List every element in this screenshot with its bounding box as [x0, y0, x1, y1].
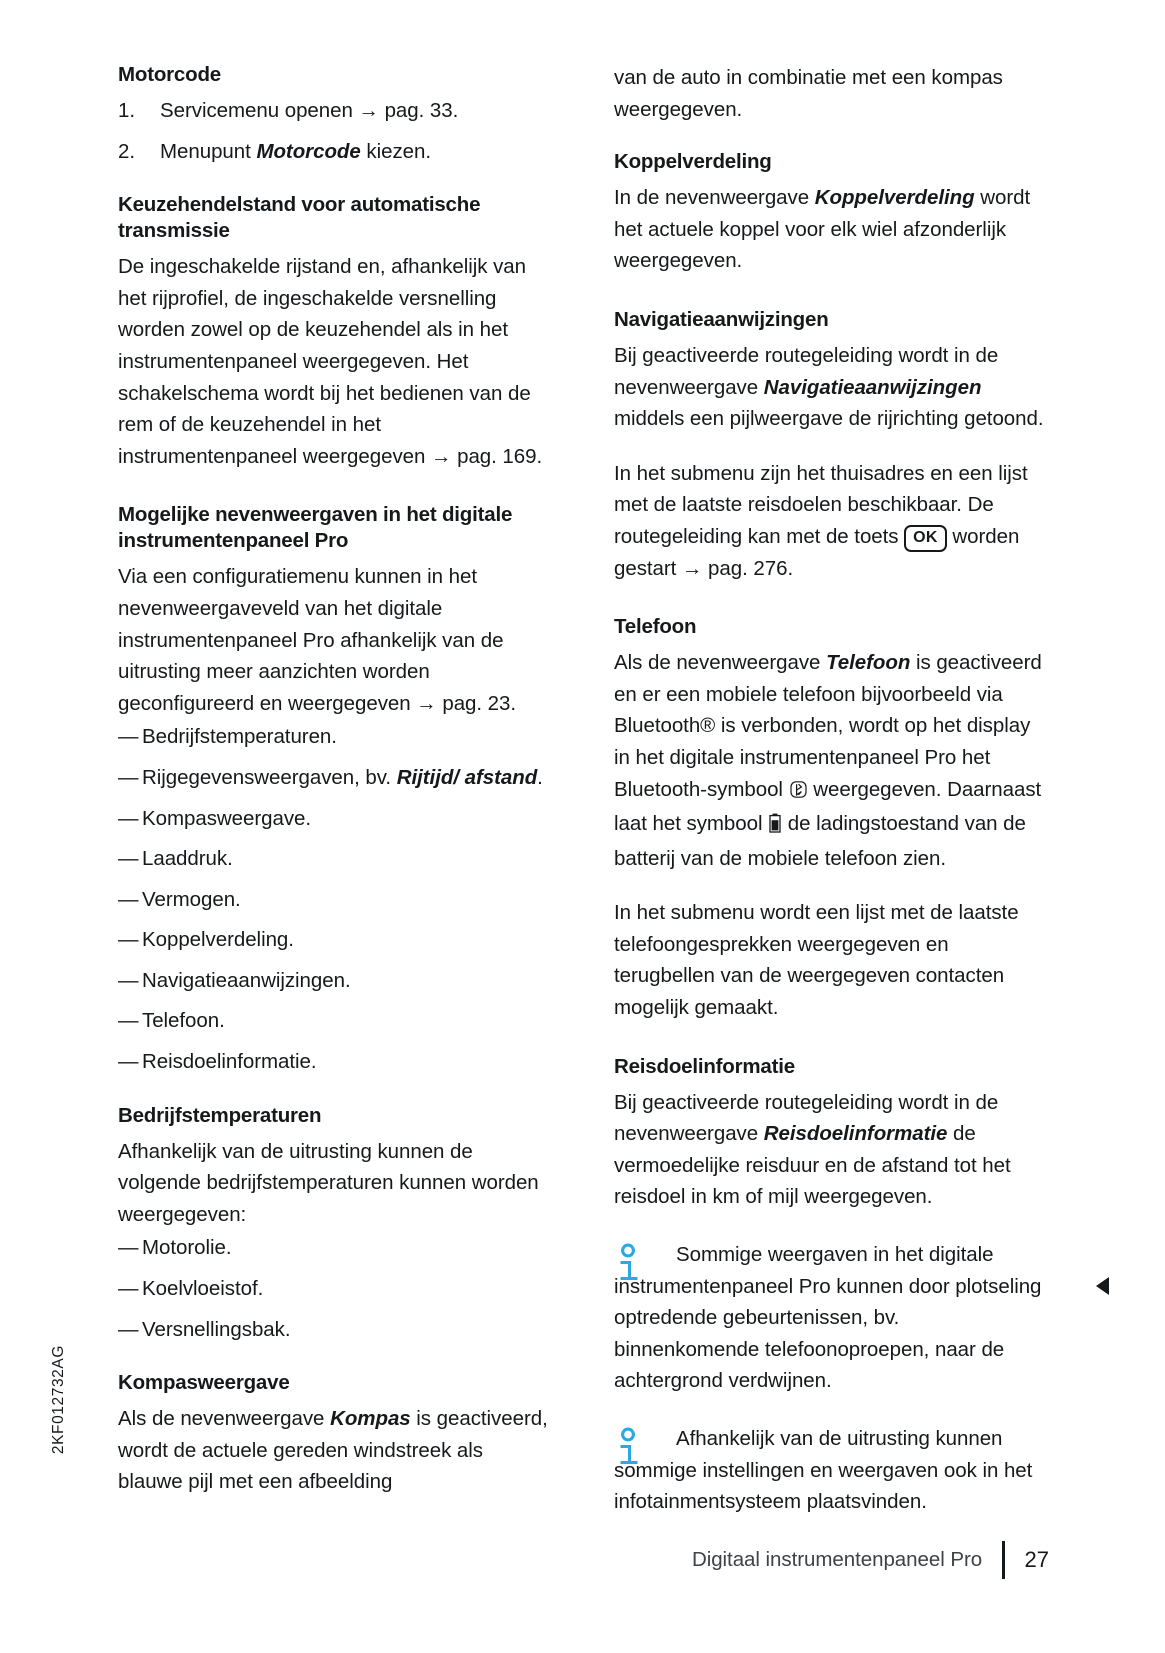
list-item: [118, 721, 552, 753]
list-item: [118, 1314, 552, 1346]
spacer: [614, 277, 1048, 307]
document-code: 2KF012732AG: [50, 1345, 67, 1455]
paragraph-text-after: middels een pijlweergave de rijrichting getoond.: [614, 407, 1044, 431]
paragraph-text-after: wordt het actuele koppel voor elk wiel afzonderlijk weergegeven.: [614, 186, 1031, 273]
note-body: Sommige weergaven in het digitale instrumentenpaneel Pro kunnen door plotseling optredende gebeurtenissen, bv. binnenkomende telefoonoproepen, naar de achtergrond verdwijnen.: [614, 1243, 1042, 1393]
list-item-label: Kompasweergave.: [142, 806, 312, 830]
heading-bedrijfstemperaturen: Bedrijfstemperaturen: [118, 1103, 322, 1127]
dash-bullet: —: [118, 847, 139, 871]
spacer: [614, 584, 1048, 614]
list-item-label: Vermogen.: [142, 887, 241, 911]
paragraph-text-before: In het submenu zijn het thuisadres en een lijst met de laatste reisdoelen beschikbaar. De routegeleiding kan met de toets: [614, 461, 1028, 548]
dash-bullet: —: [118, 765, 139, 789]
paragraph-text-after: de vermoedelijke reisduur en de afstand tot het reisdoel in km of mijl weergegeven.: [614, 1122, 1011, 1209]
info-icon: [616, 1426, 646, 1470]
dash-bullet: —: [118, 1277, 139, 1301]
heading-nevenweergaven: Mogelijke nevenweergaven in het digitale instrumentenpaneel Pro: [118, 503, 513, 553]
list-item-label: Navigatieaanwijzingen.: [142, 968, 351, 992]
right-column: [614, 62, 1048, 1518]
paragraph-navigatie-1: [614, 340, 1048, 435]
dash-bullet: —: [118, 1009, 139, 1033]
list-item: [118, 95, 552, 127]
heading-reisdoelinformatie: Reisdoelinformatie: [614, 1054, 795, 1078]
spacer: [118, 472, 552, 502]
emphasis-telefoon: Telefoon: [826, 651, 911, 675]
dash-bullet: —: [118, 928, 139, 952]
two-column-body: [118, 62, 1048, 1518]
list-item-label: Reisdoelinformatie.: [142, 1050, 317, 1074]
list-item: [118, 965, 552, 997]
paragraph-reisdoelinformatie: [614, 1087, 1048, 1213]
paragraph-navigatie-2: [614, 458, 1048, 584]
section-end-marker: [1096, 1277, 1109, 1295]
paragraph-text-before: In de nevenweergave: [614, 186, 815, 210]
dash-bullet: —: [118, 725, 139, 749]
list-item-label: Telefoon.: [142, 1009, 225, 1033]
step-text: [160, 136, 431, 168]
step-text: Servicemenu openen → pag. 33.: [160, 99, 459, 122]
battery-icon: [769, 811, 781, 843]
list-item: [118, 1005, 552, 1037]
spacer: [614, 125, 1048, 149]
list-item: [118, 803, 552, 835]
heading-navigatieaanwijzingen: Navigatieaanwijzingen: [614, 307, 829, 331]
dash-bullet: —: [118, 806, 139, 830]
paragraph-telefoon-1: [614, 647, 1048, 874]
list-item-label: Koelvloeistof.: [142, 1277, 264, 1301]
emphasis-kompas: Kompas: [330, 1407, 411, 1431]
spacer: [118, 176, 552, 192]
footer-section-title: Digitaal instrumentenpaneel Pro: [691, 1548, 983, 1571]
info-icon: [616, 1242, 646, 1286]
dash-bullet: —: [118, 1317, 139, 1341]
list-item: [118, 1273, 552, 1305]
note-block: [614, 1423, 1048, 1518]
page-number: 27: [1024, 1547, 1049, 1572]
list-item-label: Koppelverdeling.: [142, 928, 294, 952]
motorcode-step-list: [118, 95, 552, 167]
emphasis-rijtijd-afstand: Rijtijd/ afstand: [396, 765, 538, 789]
heading-koppelverdeling: Koppelverdeling: [614, 150, 772, 174]
dash-bullet: —: [118, 887, 139, 911]
spacer: [614, 1024, 1048, 1054]
left-column: [118, 62, 552, 1518]
list-item: [118, 762, 552, 794]
list-item-label: Bedrijfstemperaturen.: [142, 725, 337, 749]
nevenweergaven-list: [118, 721, 552, 1077]
paragraph-text-mid: is geactiveerd en er een mobiele telefoon bijvoorbeeld via Bluetooth® is verbonden, wordt op het display in het digitale instrumentenpaneel Pro het Bluetooth-symbool: [614, 651, 1042, 801]
step-text-after: kiezen.: [360, 139, 432, 163]
emphasis-koppelverdeling: Koppelverdeling: [814, 186, 975, 210]
list-item: [118, 1232, 552, 1264]
list-item-text-before: Rijgegevensweergaven, bv.: [142, 765, 397, 789]
page-footer: [692, 1541, 1049, 1579]
list-item-label: Motorolie.: [142, 1236, 232, 1260]
step-text-before: Menupunt: [160, 139, 257, 163]
paragraph-text-mid2: weergegeven. Daarnaast laat het symbool: [614, 777, 1042, 836]
heading-kompasweergave: Kompasweergave: [118, 1371, 290, 1395]
spacer: [118, 1087, 552, 1103]
dash-bullet: —: [118, 968, 139, 992]
paragraph-text-before: Bij geactiveerde routegeleiding wordt in de nevenweergave: [614, 1090, 999, 1146]
paragraph-telefoon-2: In het submenu wordt een lijst met de laatste telefoongesprekken weergegeven en terugbellen van de weergegeven contacten mogelijk gemaakt.: [614, 901, 1019, 1020]
list-item: [118, 1046, 552, 1078]
paragraph-kompasweergave: [118, 1403, 552, 1498]
list-item: [118, 924, 552, 956]
list-item-label: [142, 762, 552, 794]
paragraph-text-after: worden gestart → pag. 276.: [614, 524, 1020, 580]
heading-keuzehendelstand: Keuzehendelstand voor automatische transmissie: [118, 193, 481, 243]
spacer: [118, 1354, 552, 1370]
paragraph-text-before: Als de nevenweergave: [614, 651, 827, 675]
list-item-label: Versnellingsbak.: [142, 1317, 291, 1341]
emphasis-reisdoelinformatie: Reisdoelinformatie: [763, 1122, 948, 1146]
list-item: [118, 136, 552, 168]
paragraph-text-before: Als de nevenweergave: [118, 1407, 331, 1431]
paragraph-kompas-continued: van de auto in combinatie met een kompas weergegeven.: [614, 66, 1003, 121]
paragraph-text-before: Bij geactiveerde routegeleiding wordt in de nevenweergave: [614, 343, 999, 399]
bluetooth-icon: [790, 777, 807, 809]
paragraph-text-after: is geactiveerd, wordt de actuele gereden windstreek als blauwe pijl met een afbeelding: [118, 1407, 548, 1494]
paragraph-keuzehendelstand: De ingeschakelde rijstand en, afhankelijk van het rijprofiel, de ingeschakelde versnelling worden zowel op de keuzehendel als in het instrumentenpaneel weergegeven. Het schakelschema wordt bij het bedienen van de rem of de keuzehendel in het instrumentenpaneel weergegeven → pag. 169.: [118, 255, 543, 468]
step-number: 1.: [118, 99, 135, 122]
list-item: [118, 884, 552, 916]
note-text: [614, 1239, 1048, 1397]
heading-telefoon: Telefoon: [614, 615, 697, 639]
note-body: Afhankelijk van de uitrusting kunnen sommige instellingen en weergaven ook in het infotainmentsysteem plaatsvinden.: [614, 1427, 1033, 1514]
heading-motorcode: Motorcode: [118, 63, 221, 86]
paragraph-text-after: de ladingstoestand van de batterij van de mobiele telefoon zien.: [614, 812, 1026, 870]
step-number: 2.: [118, 139, 135, 163]
paragraph-koppelverdeling: [614, 182, 1048, 277]
bedrijfstemperaturen-list: [118, 1232, 552, 1345]
list-item: [118, 843, 552, 875]
dash-bullet: —: [118, 1236, 139, 1260]
dash-bullet: —: [118, 1050, 139, 1074]
paragraph-nevenweergaven: Via een configuratiemenu kunnen in het nevenweergaveveld van het digitale instrumentenpaneel Pro afhankelijk van de uitrusting meer aanzichten worden geconfigureerd en weergegeven → pag. 23.: [118, 565, 517, 715]
list-item-text-after: .: [537, 765, 543, 789]
ok-key-glyph: OK: [904, 525, 947, 552]
emphasis-motorcode: Motorcode: [256, 139, 361, 163]
paragraph-bedrijfstemperaturen: Afhankelijk van de uitrusting kunnen de volgende bedrijfstemperaturen kunnen worden weergegeven:: [118, 1139, 539, 1226]
emphasis-navigatieaanwijzingen: Navigatieaanwijzingen: [763, 375, 982, 399]
list-item-label: Laaddruk.: [142, 847, 233, 871]
note-text: [614, 1423, 1048, 1518]
note-block: [614, 1239, 1048, 1397]
